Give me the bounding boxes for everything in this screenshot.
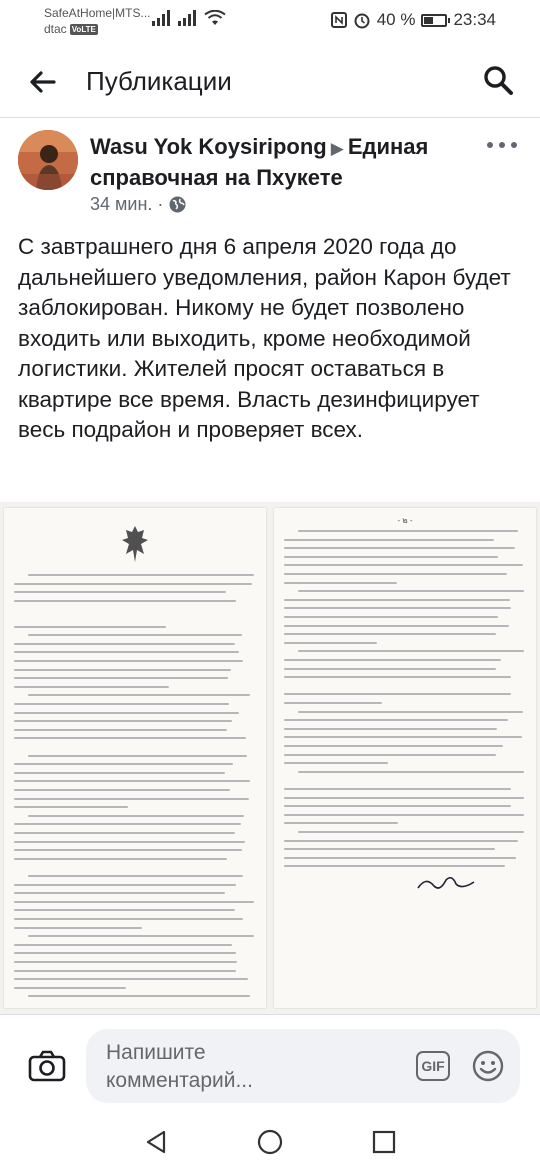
document-text-line bbox=[28, 574, 254, 576]
document-text-line bbox=[14, 806, 128, 808]
document-text-line bbox=[298, 530, 518, 532]
document-text-line bbox=[14, 712, 239, 714]
back-arrow-icon bbox=[28, 70, 56, 94]
post-image[interactable] bbox=[0, 502, 540, 1014]
gif-button[interactable]: GIF bbox=[416, 1051, 450, 1081]
document-text-line bbox=[284, 719, 508, 721]
avatar[interactable] bbox=[18, 130, 78, 190]
document-text-line bbox=[284, 676, 511, 678]
document-text-line bbox=[14, 669, 231, 671]
document-text-line bbox=[284, 814, 524, 816]
document-text-line bbox=[284, 599, 510, 601]
document-text-line bbox=[14, 987, 126, 989]
document-text-line bbox=[284, 625, 509, 627]
document-text-line bbox=[284, 582, 397, 584]
document-text-line bbox=[14, 789, 230, 791]
document-text-line bbox=[14, 798, 249, 800]
document-text-line bbox=[284, 607, 511, 609]
document-text-line bbox=[14, 944, 232, 946]
emoji-icon bbox=[472, 1050, 504, 1082]
document-text-line bbox=[28, 634, 242, 636]
document-text-line bbox=[14, 892, 225, 894]
author-name[interactable]: Wasu Yok Koysiripong bbox=[90, 134, 327, 159]
document-text-line bbox=[14, 686, 169, 688]
document-text-line bbox=[14, 772, 225, 774]
status-right bbox=[331, 10, 496, 30]
document-text-line bbox=[14, 849, 242, 851]
document-text-line bbox=[14, 901, 254, 903]
document-text-line bbox=[14, 909, 235, 911]
document-text-line bbox=[14, 927, 142, 929]
carrier-1-label: SafeAtHome|MTS... bbox=[44, 6, 151, 20]
post-time[interactable]: 34 мин. · bbox=[90, 194, 164, 214]
camera-button[interactable] bbox=[28, 1050, 66, 1087]
document-text-line bbox=[14, 720, 232, 722]
document-text-line bbox=[284, 668, 496, 670]
document-text-line bbox=[14, 591, 226, 593]
comment-input[interactable] bbox=[86, 1029, 520, 1103]
emoji-button[interactable] bbox=[472, 1050, 504, 1087]
nav-home-icon[interactable] bbox=[257, 1129, 283, 1155]
arrow-right-icon: ▶ bbox=[330, 139, 344, 158]
document-text-line bbox=[284, 547, 515, 549]
document-page-right bbox=[274, 508, 536, 1008]
group-name[interactable]: Единая справочная на Пхукете bbox=[90, 134, 429, 190]
document-text-line bbox=[14, 626, 166, 628]
wifi-icon bbox=[204, 10, 226, 26]
document-text-line bbox=[14, 970, 236, 972]
volte-badge: VoLTE bbox=[71, 24, 96, 34]
document-text-line bbox=[284, 745, 503, 747]
status-bar bbox=[0, 0, 540, 44]
document-text-line bbox=[28, 875, 243, 877]
document-text-line bbox=[284, 539, 494, 541]
comment-bar bbox=[0, 1014, 540, 1114]
document-text-line bbox=[284, 840, 518, 842]
document-text-line bbox=[14, 651, 239, 653]
document-text-line bbox=[284, 556, 498, 558]
document-text-line bbox=[14, 832, 235, 834]
battery-percent: 40 % bbox=[376, 10, 416, 29]
document-text-line bbox=[14, 918, 243, 920]
document-text-line bbox=[284, 788, 511, 790]
document-text-line bbox=[284, 564, 523, 566]
document-text-line bbox=[28, 755, 247, 757]
document-text-line bbox=[284, 573, 507, 575]
clock: 23:34 bbox=[453, 10, 496, 29]
document-text-line bbox=[298, 650, 524, 652]
document-page-left bbox=[4, 508, 266, 1008]
document-text-line bbox=[14, 858, 227, 860]
search-button[interactable] bbox=[480, 62, 516, 98]
system-nav-bar bbox=[0, 1114, 540, 1170]
document-text-line bbox=[14, 660, 243, 662]
document-text-line bbox=[28, 694, 250, 696]
document-text-line bbox=[284, 762, 388, 764]
document-text-line bbox=[14, 583, 252, 585]
document-text-line bbox=[14, 677, 228, 679]
document-text-line bbox=[14, 823, 241, 825]
document-text-line bbox=[284, 797, 524, 799]
document-text-line bbox=[284, 805, 511, 807]
battery-icon bbox=[421, 14, 447, 27]
document-text-line bbox=[284, 659, 501, 661]
nav-back-icon[interactable] bbox=[144, 1129, 168, 1155]
document-text-line bbox=[14, 643, 235, 645]
document-text-line bbox=[284, 736, 522, 738]
document-text-line bbox=[14, 978, 248, 980]
document-text-line bbox=[284, 728, 497, 730]
camera-icon bbox=[28, 1050, 66, 1082]
document-text-line bbox=[28, 995, 250, 997]
post-header bbox=[0, 118, 540, 226]
document-text-line bbox=[284, 616, 498, 618]
nav-recent-icon[interactable] bbox=[372, 1130, 396, 1154]
document-text-line bbox=[284, 633, 496, 635]
document-text-line bbox=[14, 737, 246, 739]
document-text-line bbox=[298, 711, 523, 713]
carrier-2-label bbox=[44, 22, 98, 36]
page-title: Публикации bbox=[86, 66, 232, 96]
author-line bbox=[90, 132, 470, 192]
more-button[interactable] bbox=[486, 128, 518, 156]
document-text-line bbox=[298, 590, 524, 592]
document-text-line bbox=[14, 703, 229, 705]
post-text: С завтрашнего дня 6 апреля 2020 года до дальнейшего уведомления, район Карон будет заблокирован. Никому не будет позволено входить или выходить, кроме необходимой логистики. Жителей просят оставаться в квартире все время. Власть дезинфицирует весь подрайон и проверяет всех. bbox=[18, 234, 511, 442]
nfc-icon bbox=[331, 12, 347, 28]
garuda-emblem-icon bbox=[120, 524, 150, 564]
document-text-line bbox=[284, 642, 377, 644]
globe-icon bbox=[169, 196, 186, 213]
document-text-line bbox=[14, 729, 227, 731]
comment-placeholder: Напишите комментарий... bbox=[106, 1041, 253, 1092]
document-text-line bbox=[284, 865, 505, 867]
signature-icon bbox=[416, 872, 476, 894]
avatar-image bbox=[18, 130, 78, 190]
document-text-line bbox=[284, 693, 511, 695]
document-text-line bbox=[284, 702, 382, 704]
more-dots-icon bbox=[486, 141, 518, 149]
document-text-line bbox=[14, 961, 237, 963]
document-text-line bbox=[14, 780, 250, 782]
signal-1-icon bbox=[152, 10, 170, 26]
document-text-line bbox=[284, 822, 398, 824]
document-text-line bbox=[14, 600, 236, 602]
document-text-line bbox=[14, 841, 245, 843]
document-text-line bbox=[284, 754, 496, 756]
post-meta bbox=[90, 194, 186, 215]
search-icon bbox=[482, 64, 514, 96]
document-text-line bbox=[28, 935, 254, 937]
back-button[interactable] bbox=[24, 64, 60, 100]
signal-2-icon bbox=[178, 10, 196, 26]
document-text-line bbox=[298, 771, 524, 773]
document-text-line bbox=[14, 952, 236, 954]
page-number: - ๒ - bbox=[397, 516, 413, 525]
document-text-line bbox=[284, 857, 516, 859]
document-text-line bbox=[14, 884, 236, 886]
document-text-line bbox=[28, 815, 244, 817]
document-text-line bbox=[298, 831, 524, 833]
document-text-line bbox=[284, 848, 495, 850]
app-bar bbox=[0, 44, 540, 118]
alarm-icon bbox=[353, 11, 371, 29]
signal-icons bbox=[152, 10, 226, 26]
carrier-2-name: dtac bbox=[44, 22, 67, 36]
document-text-line bbox=[14, 763, 233, 765]
